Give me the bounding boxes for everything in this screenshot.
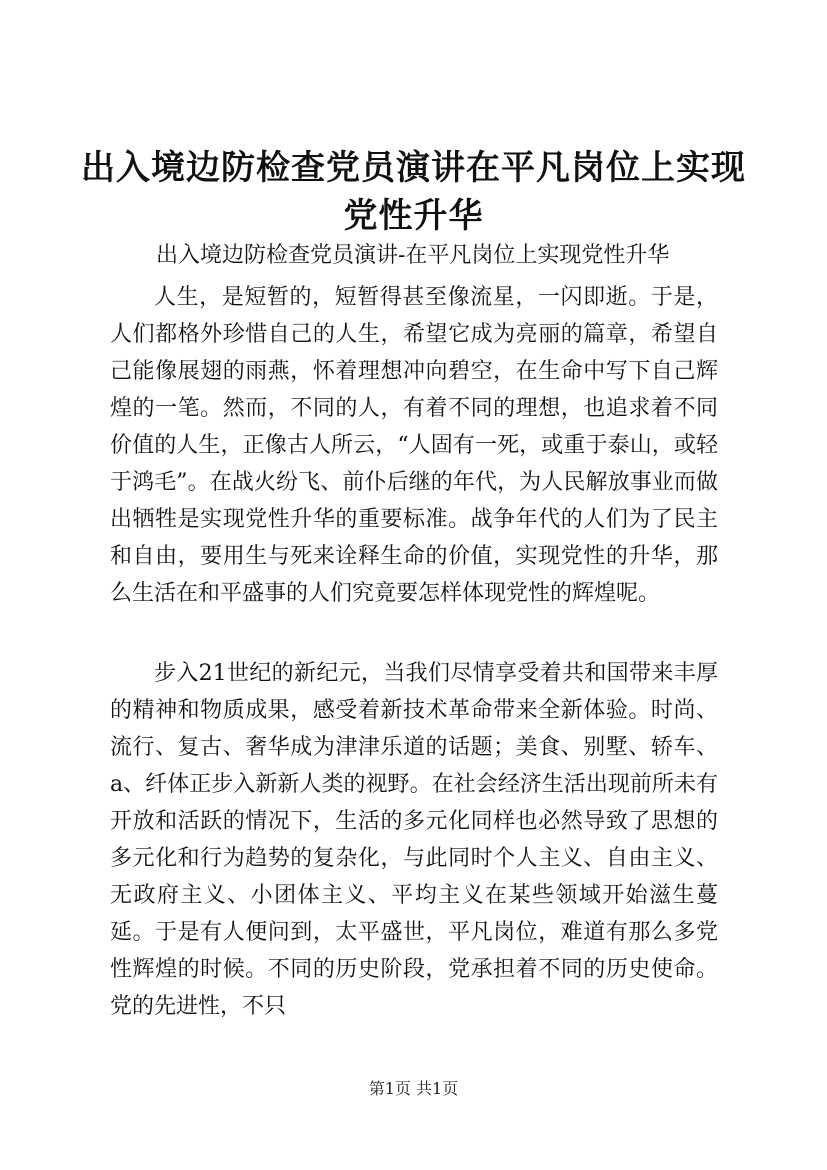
page-footer: 第1页 共1页 <box>368 1079 459 1098</box>
document-subtitle: 出入境边防检查党员演讲-在平凡岗位上实现党性升华 <box>156 243 670 268</box>
document-title: 出入境边防检查党员演讲在平凡岗位上实现党性升华 <box>81 148 746 236</box>
paragraph-1: 人生，是短暂的，短暂得甚至像流星，一闪即逝。于是，人们都格外珍惜自己的人生，希望它成为亮丽的篇章，希望自己能像展翅的雨燕，怀着理想冲向碧空，在生命中写下自己辉煌的一笔。然而，不同的人，有着不同的理想，也追求着不同价值的人生，正像古人所云，“人固有一死，或重于泰山，或轻于鸿毛”。在战火纷飞、前仆后继的年代，为人民解放事业而做出牺牲是实现党性升华的重要标准。战争年代的人们为了民主和自由，要用生与死来诠释生命的价值，实现党性的升华，那么生活在和平盛事的人们究竟要怎样体现党性的辉煌呢。 <box>110 285 718 606</box>
paragraph-2: 步入21世纪的新纪元，当我们尽情享受着共和国带来丰厚的精神和物质成果，感受着新技术革命带来全新体验。时尚、流行、复古、奢华成为津津乐道的话题；美食、别墅、轿车、a、纤体正步入新新人类的视野。在社会经济生活出现前所未有开放和活跃的情况下，生活的多元化同样也必然导致了思想的多元化和行为趋势的复杂化，与此同时个人主义、自由主义、无政府主义、小团体主义、平均主义在某些领域开始滋生蔓延。于是有人便问到，太平盛世，平凡岗位，难道有那么多党性辉煌的时候。不同的历史阶段，党承担着不同的历史使命。党的先进性，不只 <box>110 661 718 1019</box>
